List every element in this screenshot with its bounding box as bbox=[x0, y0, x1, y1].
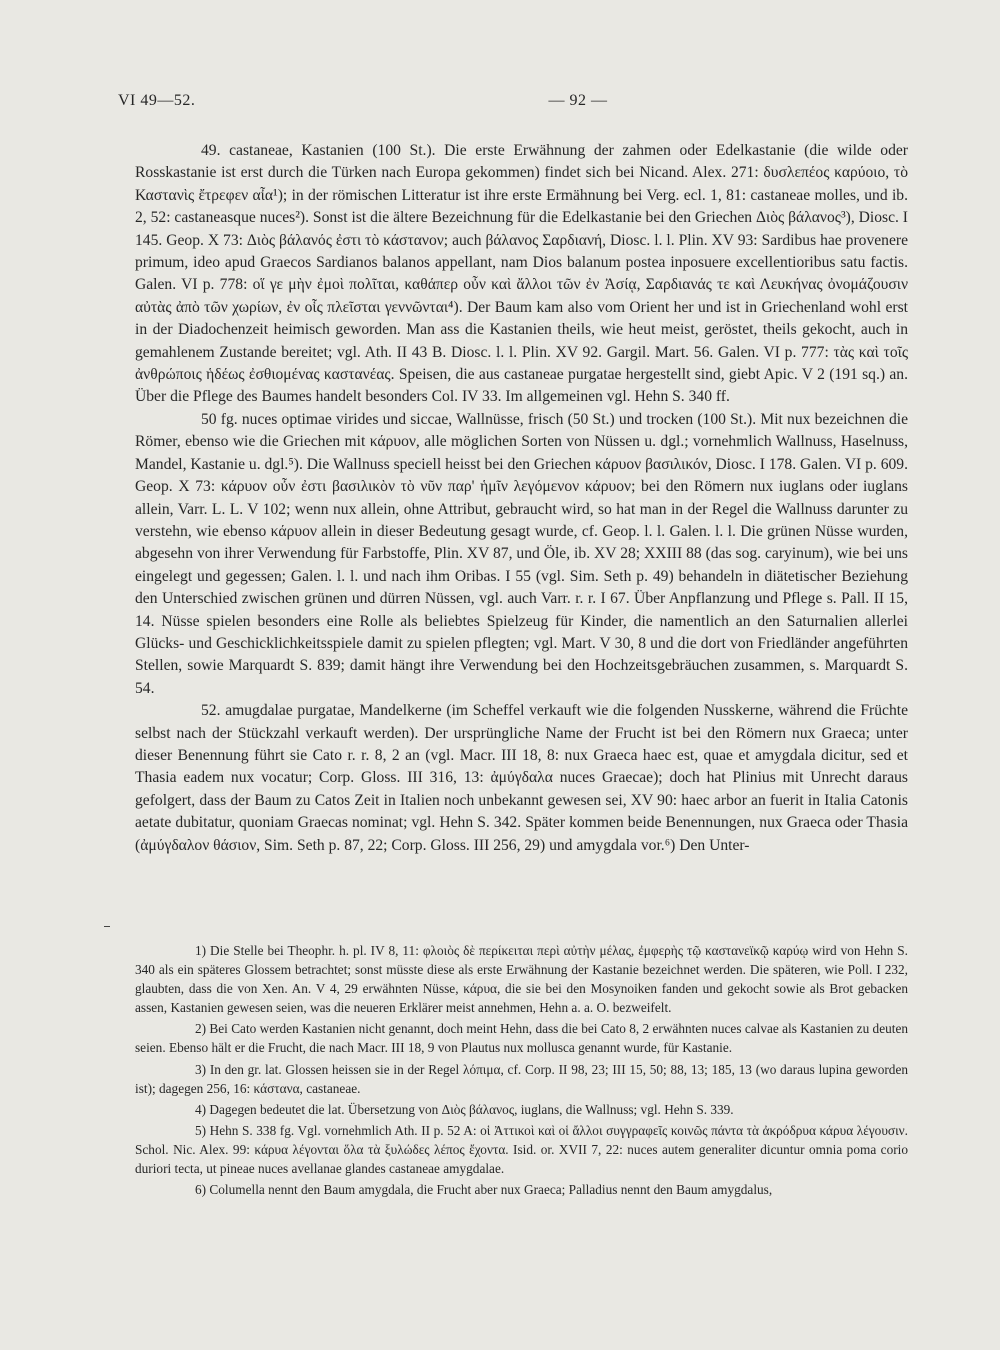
footnote-4: 4) Dagegen bedeutet die lat. Übersetzung von Διὸς βάλανος, iuglans, die Wallnuss; vgl. Hehn S. 339. bbox=[195, 1101, 734, 1117]
main-text bbox=[135, 140, 908, 857]
footnote-6: 6) Columella nennt den Baum amygdala, die Frucht aber nux Graeca; Palladius nennt den Baum amygdalus, bbox=[195, 1182, 773, 1198]
footnotes bbox=[135, 941, 908, 1199]
footnote-3: 3) In den gr. lat. Glossen heissen sie in der Regel λόπιμα, cf. Corp. II 98, 23; III 15, 50; 88, 13; 185, 13 (wo daraus lupina geworden ist); dagegen 256, 16: κάστανα, castaneae. bbox=[135, 1061, 908, 1096]
footnote-5: 5) Hehn S. 338 fg. Vgl. vornehmlich Ath. II p. 52 A: οἱ Ἀττικοὶ καὶ οἱ ἄλλοι συγγραφεῖς κοινῶς πάντα τὰ ἀκρόδρυα κάρυα λέγουσιν. Schol. Nic. Alex. 99: κάρυα λέγονται ὅλα τὰ ξυλώδες λέπος ἔχοντα. Isid. or. XVII 7, 22: nuces autem generaliter dicuntur omnia poma corio duriori tecta, ut pineae nuces avellanae glandes castaneae amygdalae. bbox=[135, 1122, 908, 1177]
running-head-section-range: VI 49—52. bbox=[118, 92, 196, 109]
paragraph-52-amugdalae: 52. amugdalae purgatae, Mandelkerne (im Scheffel verkauft wie die folgenden Nusskerne, während die Früchte selbst nach der Stückzahl verkauft werden). Der ursprüngliche Name der Frucht ist bei den Römern nux Graeca; unter dieser Benennung führt sie Cato r. r. 8, 2 an (vgl. Macr. III 18, 8: nux Graeca haec est, quae et amygdala dicitur, sed et Thasia eadem nux vocatur; Corp. Gloss. III 316, 13: ἀμύγδαλα nuces Graecae); doch hat Plinius mit Unrecht daraus gefolgert, dass der Baum zu Catos Zeit in Italien noch unbekannt gewesen sei, XV 90: haec arbor an fuerit in Italia Catonis aetate dubitatur, quoniam Graecas nominat; vgl. Hehn S. 342. Später kommen beide Benennungen, nux Graeca oder Thasia (ἀμύγδαλον θάσιον, Sim. Seth p. 87, 22; Corp. Gloss. III 256, 29) und amygdala vor.⁶) Den Unter- bbox=[135, 702, 908, 854]
paragraph-50-nuces: 50 fg. nuces optimae virides und siccae, Wallnüsse, frisch (50 St.) und trocken (100 St.). Mit nux bezeichnen die Römer, ebenso wie die Griechen mit κάρυον, alle möglichen Sorten von Nüssen u. dgl.; vornehmlich Wallnuss, Haselnuss, Mandel, Kastanie u. dgl.⁵). Die Wallnuss speciell heisst bei den Griechen κάρυον βασιλικόν, Diosc. I 178. Galen. VI p. 609. Geop. X 73: κάρυον οὖν ἐστι βασιλικὸν τὸ νῦν παρ' ἡμῖν λεγόμενον κάρυον; bei den Römern nux iuglans oder iuglans allein, Varr. L. L. V 102; wenn nux allein, ohne Attribut, gebraucht wird, so hat man in der Regel die Wallnuss darunter zu verstehn, wie ebenso κάρυον allein in dieser Bedeutung gesagt wurde, cf. Geop. l. l. Galen. l. l. Die grünen Nüsse wurden, abgesehn von ihrer Verwendung für Farbstoffe, Plin. XV 87, und Öle, ib. XV 28; XXIII 88 (das sog. caryinum), wie bei uns eingelegt und gegessen; Galen. l. l. und nach ihm Oribas. I 55 (vgl. Sim. Seth p. 49) behandeln in diätetischer Beziehung den Unterschied zwischen grünen und dürren Nüssen, vgl. auch Varr. r. r. I 67. Über Anpflanzung und Pflege s. Pall. II 15, 14. Nüsse spielen besonders eine Rolle als beliebtes Spielzeug für Kinder, die namentlich an den Saturnalien allerlei Glücks- und Geschicklichkeitsspiele damit zu spielen pflegten; vgl. Mart. V 30, 8 und die dort von Friedländer angeführten Stellen, sowie Marquardt S. 839; damit hängt ihre Verwendung bei den Hochzeitsgebräuchen zusammen, s. Marquardt S. 54. bbox=[135, 410, 908, 697]
footnote-2: 2) Bei Cato werden Kastanien nicht genannt, doch meint Hehn, dass die bei Cato 8, 2 erwähnten nuces calvae als Kastanien zu deuten seien. Ebenso hält er die Frucht, die nach Macr. III 18, 9 von Plautus nux mollusca genannt wurde, für Kastanie. bbox=[135, 1021, 908, 1056]
page-number: — 92 — bbox=[548, 92, 608, 109]
paragraph-49-castaneae: 49. castaneae, Kastanien (100 St.). Die erste Erwähnung der zahmen oder Edelkastanie (die wilde oder Rosskastanie ist erst durch die Türken nach Europa gekommen) findet sich bei Nicand. Alex. 271: δυσλεπέος καρύοιο, τὸ Καστανὶς ἔτρεφεν αἶα¹); in der römischen Litteratur ist ihre erste Ermähnung bei Verg. ecl. 1, 81: castaneae molles, und ib. 2, 52: castaneasque nuces²). Sonst ist die ältere Bezeichnung für die Edelkastanie bei den Griechen Διὸς βάλανος³), Diosc. I 145. Geop. X 73: Διὸς βάλανός ἐστι τὸ κάστανον; auch βάλανος Σαρδιανή, Diosc. l. l. Plin. XV 93: Sardibus hae provenere primum, ideo apud Graecos Sardianos balanos appellant, nam Dios balanum postea inposuere excellentioribus satu factis. Galen. VI p. 778: οἵ γε μὴν ἐμοὶ πολῖται, καθάπερ οὖν καὶ ἄλλοι τῶν ἐν Ἀσίᾳ, Σαρδιανάς τε καὶ Λευκήνας ὀνομάζουσιν αὐτὰς ἀπὸ τῶν χωρίων, ἐν οἷς πλεῖσται γεννῶνται⁴). Der Baum kam also vom Orient her und ist in Griechenland wohl erst in der Diadochenzeit heimisch geworden. Man ass die Kastanien theils, wie heut meist, geröstet, theils gekocht, auch in gemahlenem Zustande bereitet; vgl. Ath. II 43 B. Diosc. l. l. Plin. XV 92. Gargil. Mart. 56. Galen. VI p. 777: τὰς καὶ τοῖς ἀνθρώποις ἡδέως ἐσθιομένας καστανέας. Speisen, die aus castaneae purgatae hergestellt sind, giebt Apic. V 2 (191 sq.) an. Über die Pflege des Baumes handelt besonders Col. IV 33. Im allgemeinen vgl. Hehn S. 340 ff. bbox=[135, 142, 908, 406]
footnote-rule-mark bbox=[104, 926, 110, 927]
page-header bbox=[118, 92, 908, 116]
footnote-1: 1) Die Stelle bei Theophr. h. pl. IV 8, 11: φλοιὸς δὲ περίκειται περὶ αὐτὴν μέλας, ἐμφερὴς τῷ καστανεϊκῷ καρύῳ wird von Hehn S. 340 als ein späteres Glossem betrachtet; sonst müsste diese als erste Erwähnung der Kastanie bezeichnet werden. Die späteren, wie Poll. I 232, glaubten, dass die von Xen. An. V 4, 29 erwähnten Nüsse, κάρυα, die sie bei den Mosynoiken fanden und gekocht sowie als Brot gebacken assen, Kastanien gewesen seien, was die neueren Erklärer meist annehmen, Hehn a. a. O. bezweifelt. bbox=[135, 943, 908, 1016]
